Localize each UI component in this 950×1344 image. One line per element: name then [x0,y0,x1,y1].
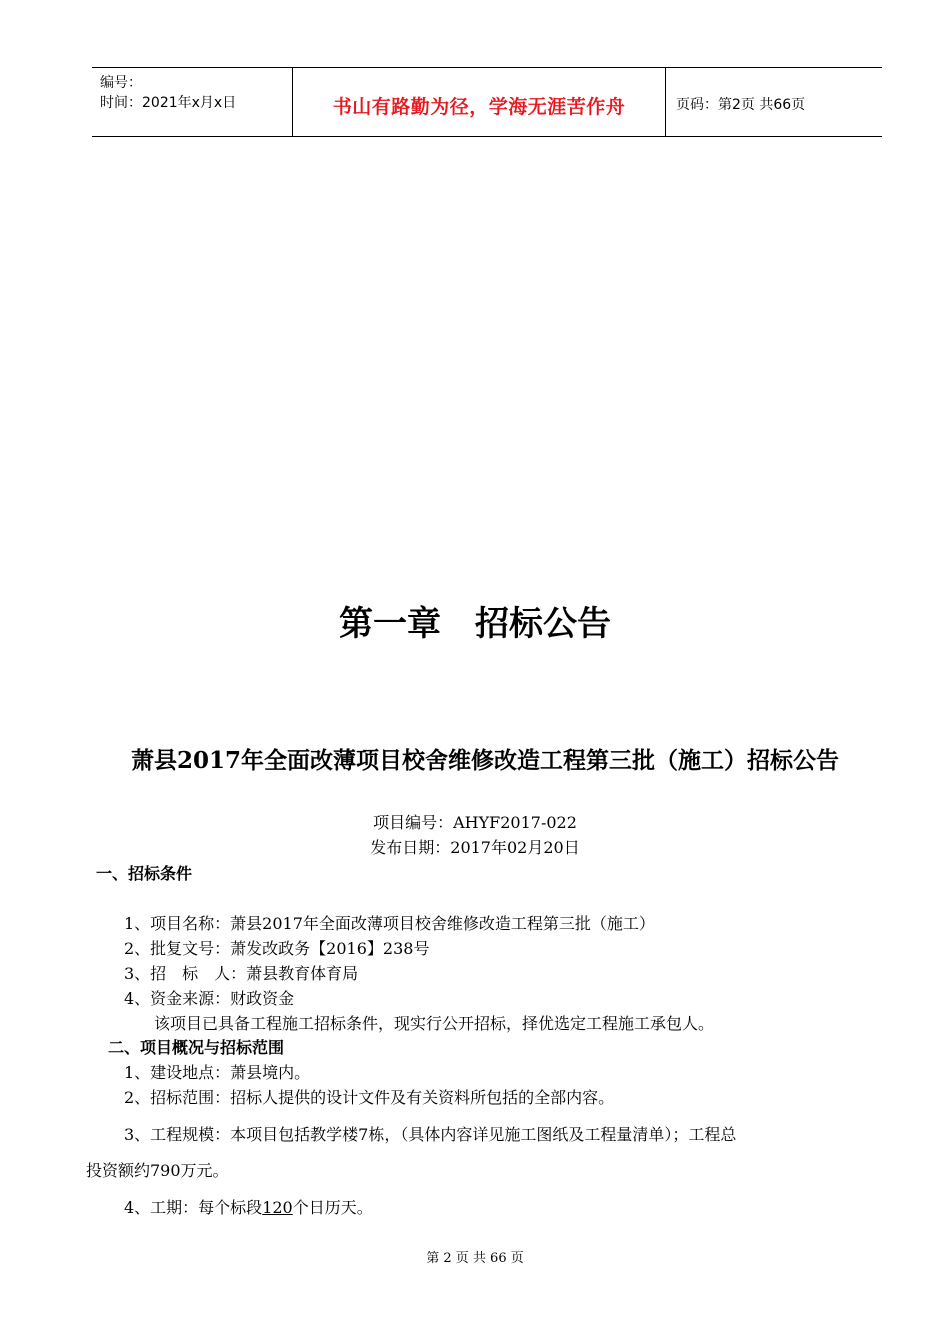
list-item: 3、招 标 人：萧县教育体育局 [124,964,359,983]
construction-period-line [124,1195,373,1218]
list-item: 4、资金来源：财政资金 [124,989,295,1008]
chapter-title: 第一章 招标公告 [339,604,611,644]
list-item: 2、批复文号：萧发改政务【2016】238号 [124,939,430,958]
publish-date: 发布日期：2017年02月20日 [370,838,580,857]
project-scale-line: 3、工程规模：本项目包括教学楼7栋，（具体内容详见施工图纸及工程量清单）；工程总 [124,1125,737,1144]
document-time-label: 时间：2021年x月x日 [100,95,237,111]
list-item: 1、项目名称：萧县2017年全面改薄项目校舍维修改造工程第三批（施工） [124,914,655,933]
project-scale-continuation: 投资额约790万元。 [86,1161,229,1180]
document-number-label: 编号： [100,75,142,91]
header-motto: 书山有路勤为径，学海无涯苦作舟 [332,96,626,118]
list-item: 1、建设地点：萧县境内。 [124,1063,311,1082]
list-item: 2、招标范围：招标人提供的设计文件及有关资料所包括的全部内容。 [124,1088,615,1107]
period-suffix: 个日历天。 [292,1198,373,1217]
header-left-cell [92,68,293,136]
section-heading-project-overview: 二、项目概况与招标范围 [108,1038,285,1057]
header-right-cell [666,68,882,136]
header-page-info: 页码：第2页 共66页 [676,97,806,113]
period-prefix: 4、工期：每个标段 [124,1198,263,1217]
page-header [92,67,882,137]
header-motto-cell [293,68,666,136]
section-heading-bidding-conditions: 一、招标条件 [96,864,193,883]
document-title: 萧县2017年全面改薄项目校舍维修改造工程第三批（施工）招标公告 [130,747,839,774]
page-footer: 第 2 页 共 66 页 [426,1251,524,1266]
period-days: 120 [262,1198,293,1217]
conditions-statement: 该项目已具备工程施工招标条件，现实行公开招标，择优选定工程施工承包人。 [154,1014,715,1033]
project-number: 项目编号：AHYF2017-022 [373,813,577,832]
